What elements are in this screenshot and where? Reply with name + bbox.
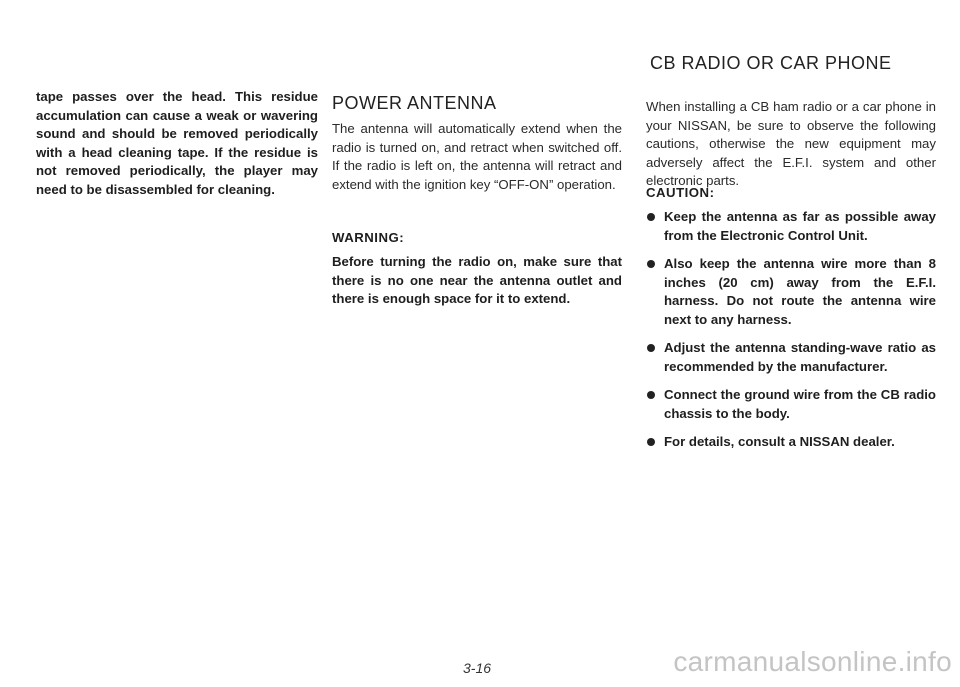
caution-item-text: Keep the antenna as far as possible away from the Electronic Control Unit. [664,209,936,243]
caution-item [646,433,936,452]
cb-radio-title: CB RADIO OR CAR PHONE [650,53,892,73]
tape-residue-paragraph: tape passes over the head. This residue accumulation can cause a weak or wavering sound and should be removed periodically with a head cleaning tape. If the residue is not removed periodically, the player may need to be disassembled for cleaning. [36,89,318,197]
bullet-icon [647,344,655,352]
bullet-icon [647,391,655,399]
warning-text: Before turning the radio on, make sure that there is no one near the antenna outlet and there is enough space for it to extend. [332,254,622,306]
bullet-icon [647,213,655,221]
caution-item-text: Adjust the antenna standing-wave ratio as recommended by the manufacturer. [664,340,936,374]
caution-item [646,339,936,376]
caution-list [646,208,936,462]
cb-radio-body: When installing a CB ham radio or a car phone in your NISSAN, be sure to observe the following cautions, otherwise the new equipment may adversely affect the E.F.I. system and other electronic parts. [646,99,936,188]
bullet-icon [647,438,655,446]
caution-item [646,208,936,245]
caution-item-text: Connect the ground wire from the CB radio chassis to the body. [664,387,936,421]
watermark: carmanualsonline.info [673,646,952,677]
caution-item [646,255,936,329]
caution-label: CAUTION: [646,185,715,200]
warning-label: WARNING: [332,230,405,245]
power-antenna-body: The antenna will automatically extend when the radio is turned on, and retract when switched off. If the radio is left on, the antenna will retract and extend with the ignition key “OFF-ON” operation. [332,121,622,192]
caution-item [646,386,936,423]
bullet-icon [647,260,655,268]
caution-item-text: For details, consult a NISSAN dealer. [664,434,895,449]
page-number: 3-16 [463,660,492,676]
power-antenna-title: POWER ANTENNA [332,93,497,113]
caution-item-text: Also keep the antenna wire more than 8 inches (20 cm) away from the E.F.I. harness. Do not route the antenna wire next to any harness. [664,256,936,327]
